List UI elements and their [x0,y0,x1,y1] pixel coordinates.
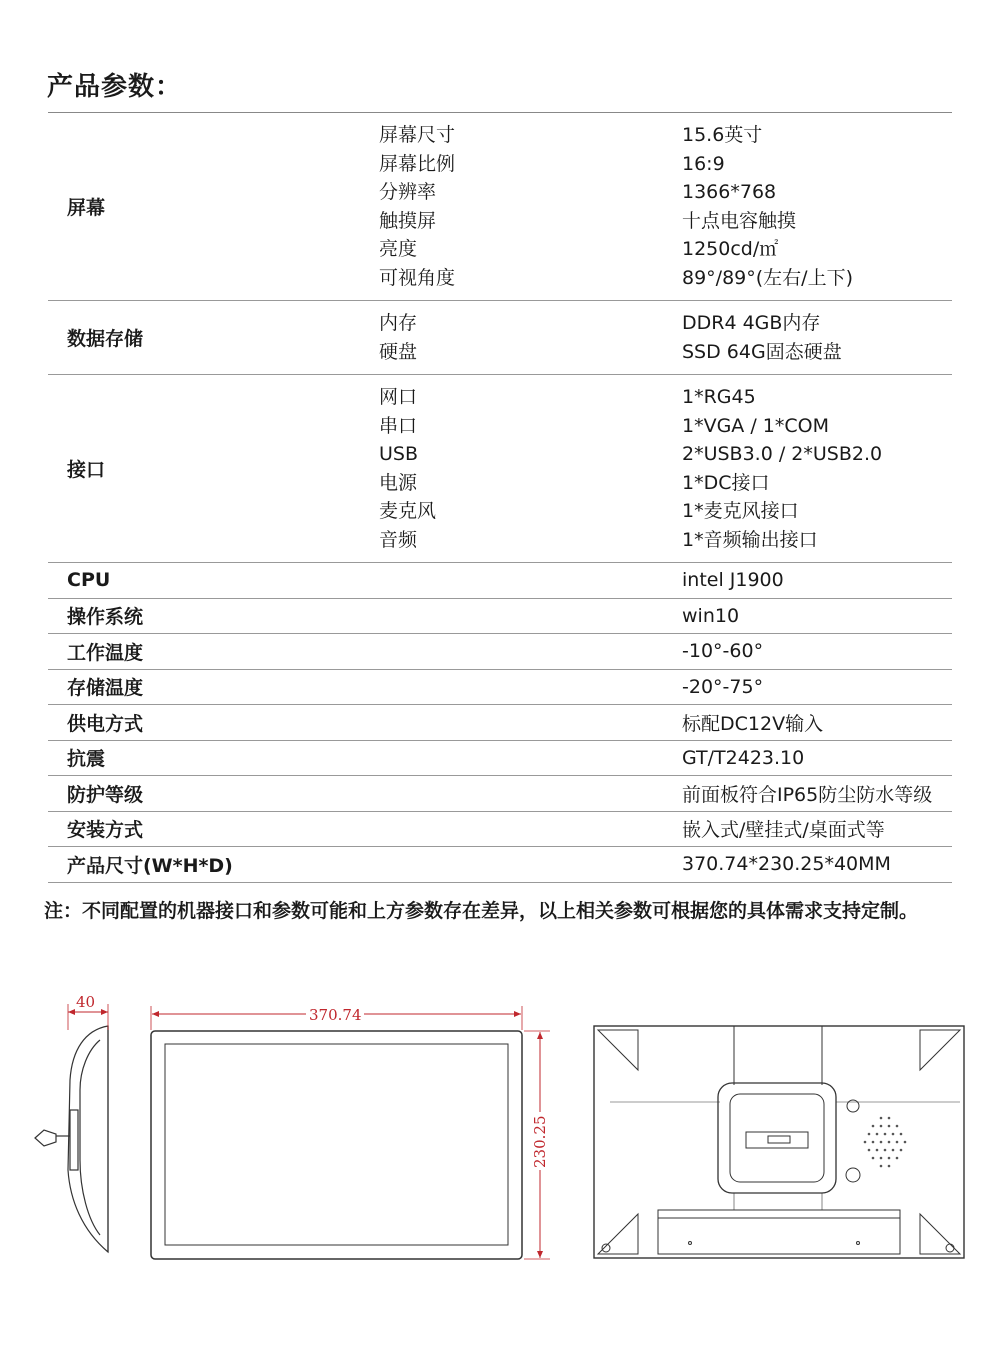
speaker-hole [892,1149,895,1152]
spec-category: CPU [67,569,111,592]
speaker-hole [872,1125,875,1128]
spec-label: 分辨率 [379,181,437,203]
front-view-drawing [151,1031,522,1259]
rear-view-drawing [594,1026,964,1258]
speaker-hole [896,1157,899,1160]
spec-value: 1*麦克风接口 [682,500,799,522]
spec-row [48,847,952,883]
spec-label: 内存 [379,312,418,334]
spec-group-row [48,375,952,563]
spec-row [48,634,952,670]
speaker-hole [892,1133,895,1136]
spec-category: 接口 [67,459,106,481]
spec-labels [379,113,682,301]
speaker-hole [876,1149,879,1152]
speaker-hole [884,1149,887,1152]
speaker-hole [864,1141,867,1144]
spec-value: 标配DC12V输入 [682,712,824,735]
spec-label: 硬盘 [379,340,418,363]
spec-value: 1*VGA / 1*COM [682,414,829,437]
product-drawings [0,990,1000,1280]
speaker-hole [888,1117,891,1120]
spec-value: 十点电容触摸 [682,209,797,232]
spec-category: 安装方式 [67,819,144,842]
spec-label: 触摸屏 [379,209,437,232]
spec-value: 16:9 [682,152,725,175]
speaker-hole [884,1133,887,1136]
speaker-hole [896,1125,899,1128]
spec-value: -20°-75° [682,675,764,698]
spec-value: GT/T2423.10 [682,746,805,769]
spec-row [48,811,952,847]
spec-value: 1*RG45 [682,386,756,408]
spec-value: 89°/89°(左右/上下) [682,266,853,289]
spec-category: 数据存储 [67,328,144,350]
speaker-hole [880,1117,883,1120]
spec-empty-cell [379,598,682,634]
height-dimension-label: 230.25 [531,1115,549,1168]
customization-note: 注：不同配置的机器接口和参数可能和上方参数存在差异，以上相关参数可根据您的具体需求支持定制。 [44,900,919,922]
spec-label: 可视角度 [379,266,456,289]
spec-category: 供电方式 [67,712,144,735]
spec-value: -10°-60° [682,640,764,663]
spec-category: 屏幕 [67,197,106,219]
spec-group-row [48,301,952,375]
spec-category: 存储温度 [67,677,144,700]
spec-empty-cell [379,776,682,812]
spec-value: 1250cd/㎡ [682,238,779,260]
spec-value: win10 [682,604,740,627]
speaker-hole [900,1133,903,1136]
spec-label: 音频 [379,528,418,551]
spec-label: 串口 [379,414,418,437]
spec-row [48,705,952,741]
spec-empty-cell [379,705,682,741]
spec-row [48,563,952,599]
spec-group-row [48,113,952,301]
spec-values [682,301,952,375]
spec-empty-cell [379,811,682,847]
speaker-hole [880,1125,883,1128]
spec-empty-cell [379,669,682,705]
spec-value: 2*USB3.0 / 2*USB2.0 [682,443,883,465]
spec-label: USB [379,443,419,465]
spec-value: SSD 64G固态硬盘 [682,340,842,363]
spec-labels [379,375,682,563]
depth-dimension-label: 40 [76,993,96,1011]
speaker-hole [876,1133,879,1136]
spec-empty-cell [379,634,682,670]
spec-label: 电源 [379,471,418,494]
speaker-hole [868,1149,871,1152]
spec-value: 1*DC接口 [682,471,770,494]
spec-label: 麦克风 [379,500,437,522]
speaker-hole [880,1165,883,1168]
spec-row [48,776,952,812]
spec-category: 抗震 [67,748,106,771]
speaker-grille [864,1117,907,1168]
speaker-hole [896,1141,899,1144]
spec-labels [379,301,682,375]
spec-value: intel J1900 [682,569,784,592]
spec-value: 前面板符合IP65防尘防水等级 [682,783,933,806]
spec-category: 产品尺寸(W*H*D) [67,854,233,877]
spec-row [48,740,952,776]
spec-empty-cell [379,847,682,883]
spec-label: 亮度 [379,238,418,260]
spec-empty-cell [379,563,682,599]
spec-row [48,669,952,705]
width-dimension-label: 370.74 [309,1006,362,1024]
speaker-hole [880,1141,883,1144]
spec-value: 370.74*230.25*40MM [682,853,891,876]
spec-values [682,113,952,301]
speaker-hole [888,1157,891,1160]
speaker-hole [868,1133,871,1136]
spec-value: 1*音频输出接口 [682,528,818,551]
spec-values [682,375,952,563]
speaker-hole [904,1141,907,1144]
spec-category: 防护等级 [67,783,144,806]
speaker-hole [900,1149,903,1152]
spec-label: 网口 [379,386,418,408]
spec-label: 屏幕比例 [379,152,456,175]
spec-empty-cell [379,740,682,776]
spec-value: 嵌入式/壁挂式/桌面式等 [682,819,885,842]
speaker-hole [888,1125,891,1128]
spec-label: 屏幕尺寸 [379,124,456,146]
spec-table [48,113,952,883]
speaker-hole [888,1165,891,1168]
spec-value: 1366*768 [682,181,777,203]
spec-category: 工作温度 [67,641,144,664]
spec-category: 操作系统 [67,606,144,629]
side-view-drawing [35,1026,108,1252]
page-title: 产品参数： [47,72,183,102]
speaker-hole [872,1141,875,1144]
spec-value: DDR4 4GB内存 [682,312,821,334]
spec-row [48,598,952,634]
speaker-hole [888,1141,891,1144]
spec-value: 15.6英寸 [682,124,763,146]
speaker-hole [872,1157,875,1160]
speaker-hole [880,1157,883,1160]
